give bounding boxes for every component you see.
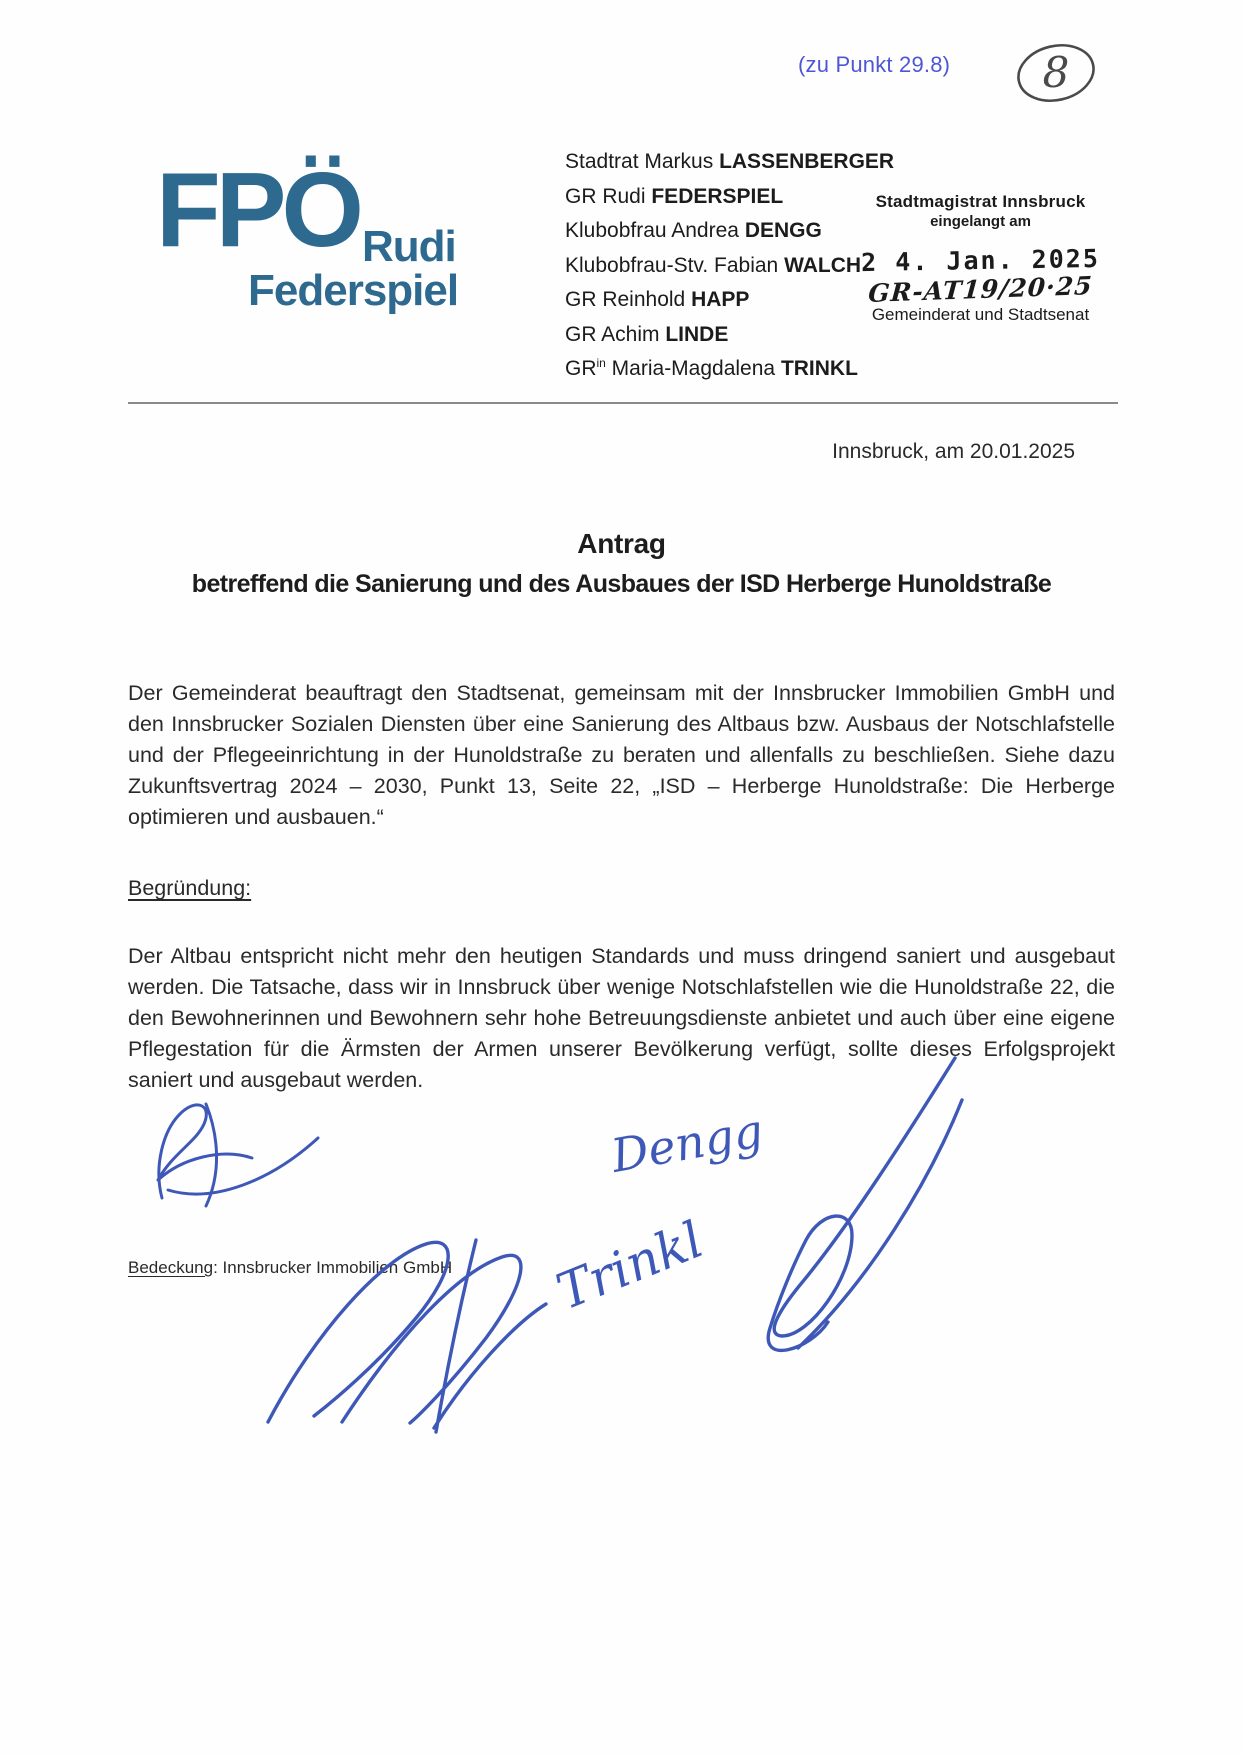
stamp-received-label: eingelangt am (930, 213, 1031, 230)
author-surname: WALCH (784, 253, 862, 277)
author-surname: LINDE (665, 322, 729, 346)
author-prefix: GR Reinhold (565, 288, 692, 311)
justification-paragraph: Der Altbau entspricht nicht mehr den heutigen Standards und muss dringend saniert und ausgebaut werden. Die Tatsache, dass wir in Innsbruck über wenige Notschlafstellen wie die Hunoldstraße 22, die den Bewohnerinnen und Bewohnern sehr hohe Betreuungsdienste anbietet und auch über eine eigene Pflegestation für die Ärmsten der Armen unserer Bevölkerung verfügt, sollte dieses Erfolgsprojekt saniert und ausgebaut werden. (128, 944, 1115, 1092)
signatures-area (110, 1030, 1010, 1460)
motion-paragraph: Der Gemeinderat beauftragt den Stadtsenat, gemeinsam mit der Innsbrucker Immobilien GmbH und den Innsbrucker Sozialen Diensten über eine Sanierung des Altbaus bzw. Ausbaus der Notschlafstelle und der Pflegeeinrichtung in der Hunoldstraße zu beraten und allenfalls zu beschließen. Siehe dazu Zukunftsvertrag 2024 – 2030, Punkt 13, Seite 22, „ISD – Herberge Hunoldstraße: Die Herberge optimieren und ausbauen.“ (128, 681, 1115, 829)
author-row (565, 349, 894, 384)
stamp-reference-handwritten: GR-AT19/20·25 (867, 271, 1094, 308)
dateline: Innsbruck, am 20.01.2025 (832, 440, 1075, 463)
document-subject: betreffend die Sanierung und des Ausbaues der ISD Herberge Hunoldstraße (191, 570, 1052, 598)
signature-scribble-left (158, 1104, 318, 1206)
author-row (565, 142, 894, 177)
author-surname: FEDERSPIEL (651, 184, 784, 208)
handwritten-circled-number (1008, 32, 1104, 114)
title-block (128, 528, 1115, 599)
author-surname: TRINKL (780, 357, 858, 380)
stamp-department: Gemeinderat und Stadtsenat (871, 305, 1090, 324)
justification-heading: Begründung: (128, 876, 252, 900)
logo-last-name: Federspiel (248, 266, 459, 315)
author-prefix: Stadtrat Markus (565, 150, 720, 173)
author-surname: HAPP (691, 288, 750, 311)
author-surname: DENGG (744, 219, 822, 242)
author-middle: Maria-Magdalena (605, 357, 781, 380)
funding-value: : Innsbrucker Immobilien GmbH (213, 1258, 453, 1277)
signature-trinkl: Trinkl (548, 1210, 712, 1322)
logo-acronym: FPÖ (156, 151, 359, 269)
signature-flourish-right (768, 1058, 962, 1350)
header-divider (128, 402, 1118, 404)
author-prefix: Klubobfrau-Stv. Fabian (565, 253, 785, 277)
signature-large-center (268, 1240, 546, 1432)
document-title: Antrag (577, 528, 666, 559)
logo-first-name: Rudi (362, 222, 456, 271)
author-suffix: in (596, 356, 606, 370)
receipt-stamp (828, 192, 1133, 325)
author-prefix: GR Rudi (565, 184, 652, 208)
stamp-office: Stadtmagistrat Innsbruck (875, 192, 1086, 211)
agenda-point-annotation: (zu Punkt 29.8) (798, 52, 951, 77)
author-prefix: Klubobfrau Andrea (565, 219, 745, 242)
author-prefix: GR (565, 357, 597, 380)
author-surname: LASSENBERGER (719, 150, 895, 173)
signature-dengg: Dengg (607, 1103, 767, 1183)
circled-number-text: 8 (1042, 48, 1070, 97)
funding-label: Bedeckung (128, 1258, 214, 1277)
author-prefix: GR Achim (565, 322, 666, 346)
stamp-date: 2 4. Jan. 2025 (860, 243, 1101, 278)
